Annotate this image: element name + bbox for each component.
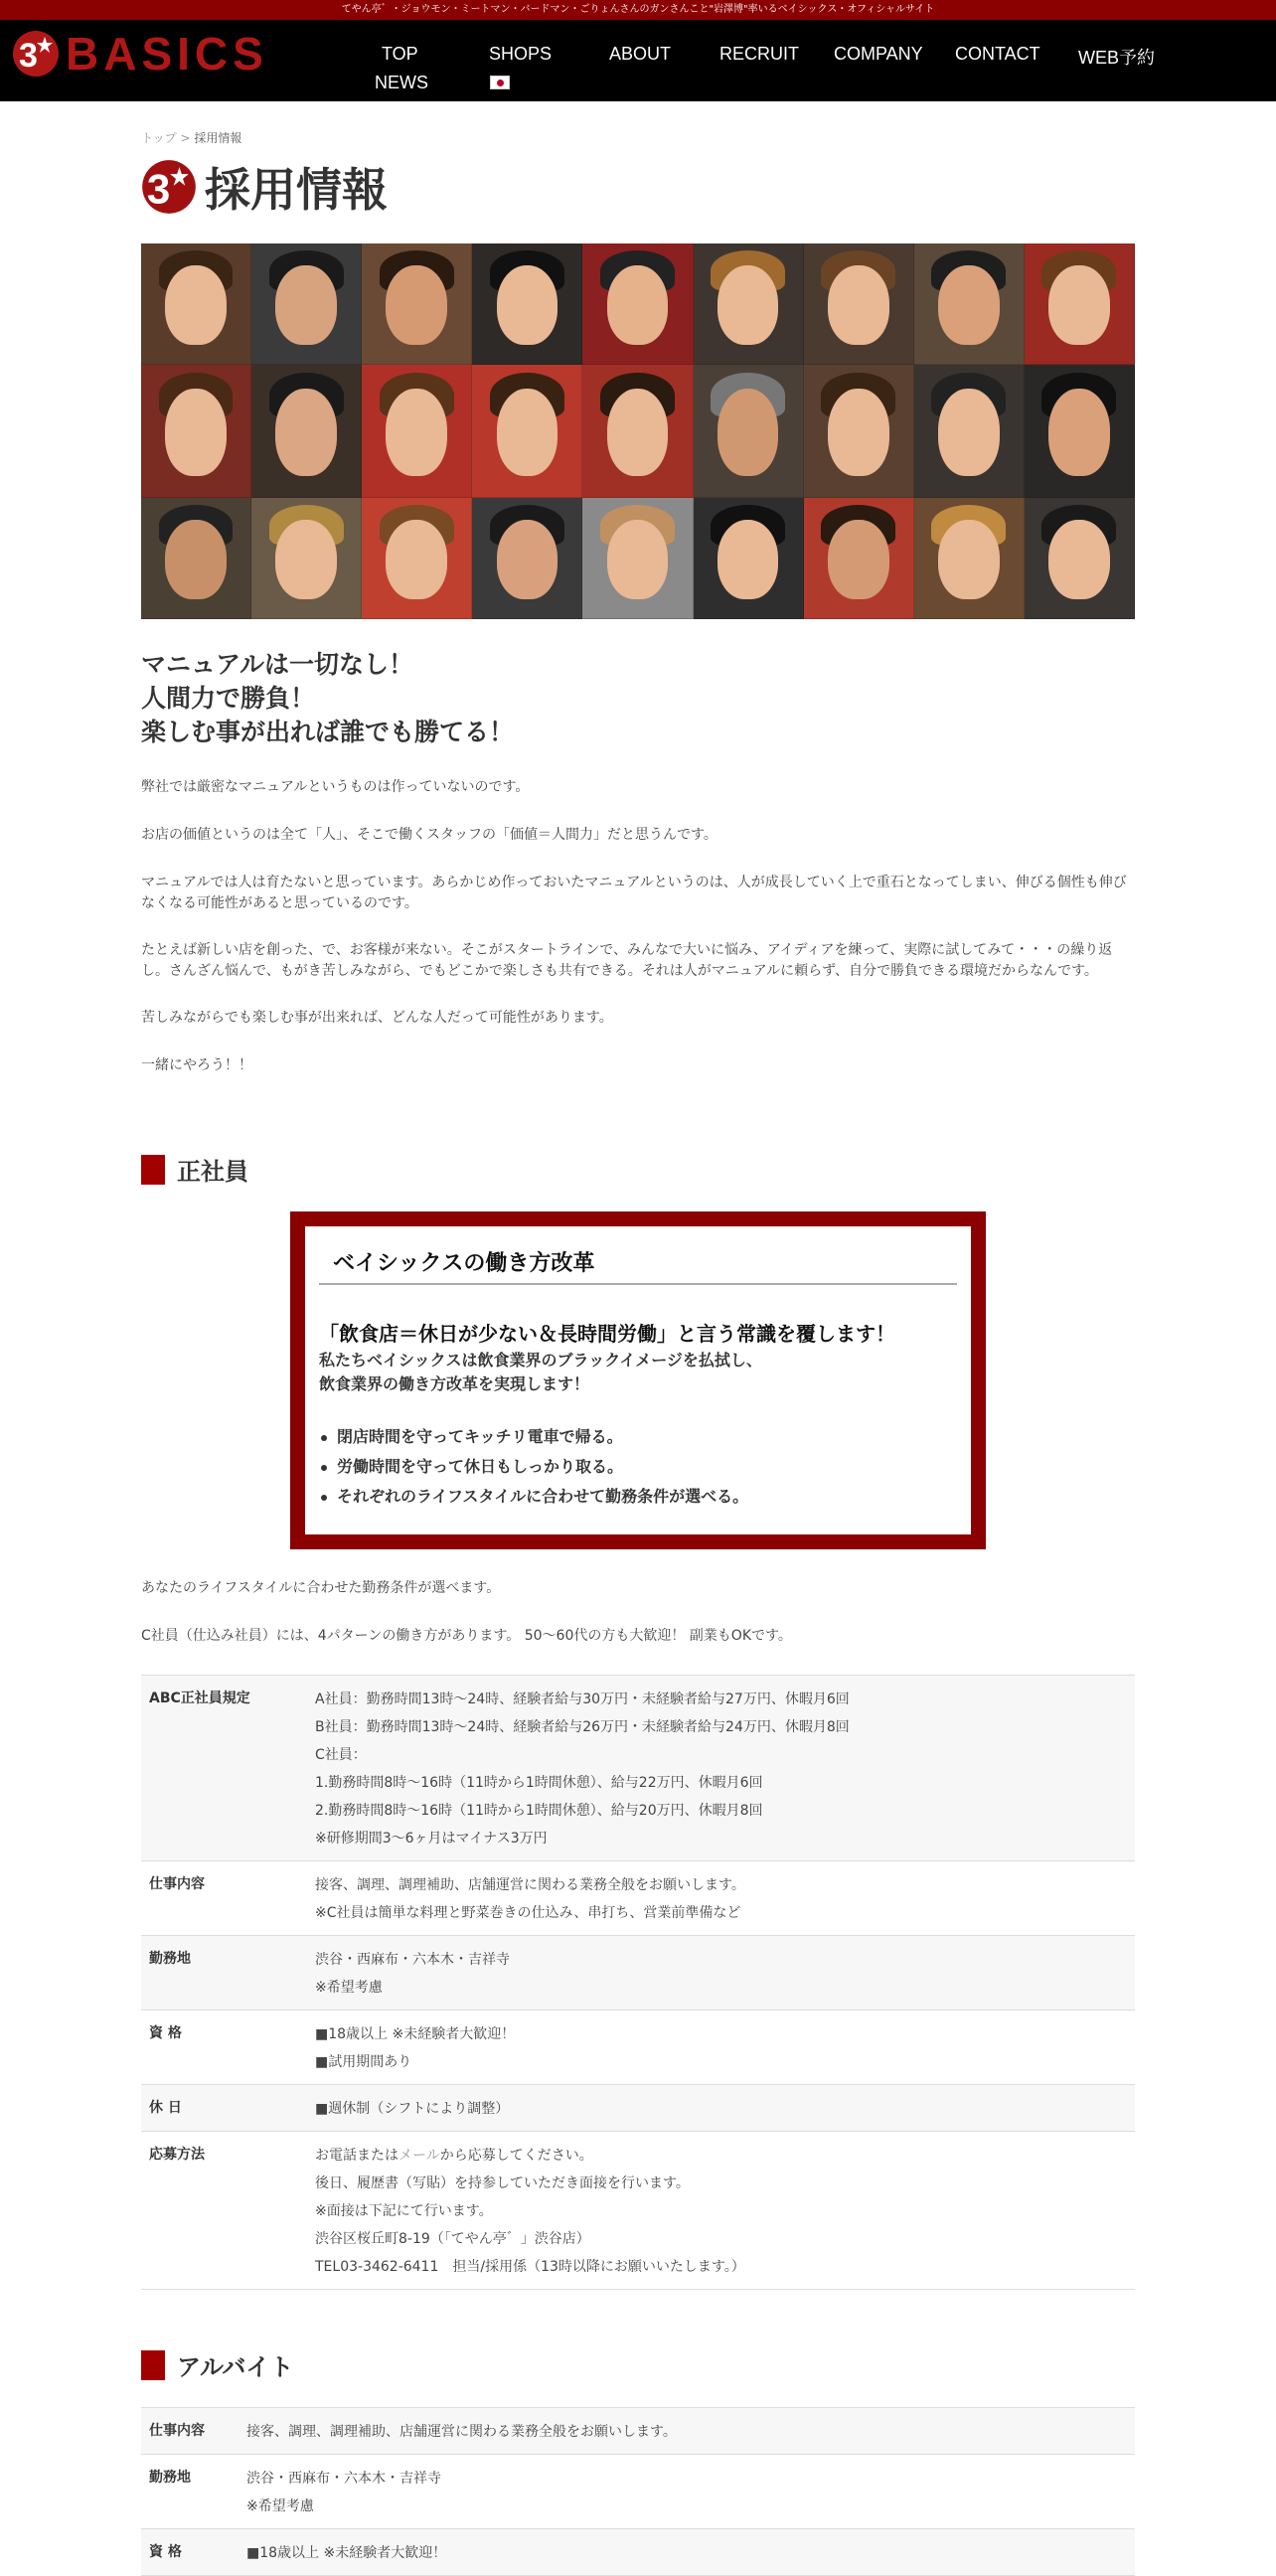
reform-text: [319, 1349, 762, 1396]
reform-bullet: 閉店時間を守ってキッチリ電車で帰る。: [319, 1422, 748, 1452]
staff-photo: [472, 243, 582, 365]
row-value: [315, 2085, 1135, 2132]
reform-title: ベイシックスの働き方改革: [333, 1251, 595, 1276]
row-line: 接客、調理、調理補助、店舗運営に関わる業務全般をお願いします。: [246, 2424, 677, 2440]
row-line: ※希望考慮: [246, 2498, 314, 2514]
staff-photo: [362, 498, 472, 619]
nav-recruit[interactable]: RECRUIT: [719, 44, 799, 64]
row-line: 渋谷区桜丘町8-19（「てやん亭゛」渋谷店）: [315, 2231, 590, 2247]
page-title: 採用情報: [205, 163, 388, 217]
site-tagline: てやん亭゛・ジョウモン・ミートマン・バードマン・ごりょんさんのガンさんこと"岩澤博"率いるベイシックス・オフィシャルサイト: [341, 4, 935, 15]
row-line: ※研修期間3〜6ヶ月はマイナス3万円: [315, 1831, 548, 1847]
nav-company[interactable]: COMPANY: [834, 44, 923, 64]
reform-text-line: 私たちベイシックスは飲食業界のブラックイメージを払拭し、: [319, 1351, 762, 1369]
row-line: [315, 2142, 1127, 2170]
row-value: [246, 2408, 1135, 2455]
row-line: ■18歳以上 ※未経験者大歓迎！: [246, 2545, 447, 2561]
parttime-section-heading: [141, 2347, 293, 2382]
nav-top[interactable]: TOP: [382, 44, 418, 64]
nav-shops[interactable]: SHOPS: [489, 44, 553, 64]
staff-photo: [694, 243, 804, 365]
section-marker-icon: [141, 1155, 165, 1185]
row-line: ※C社員は簡単な料理と野菜巻きの仕込み、串打ち、営業前準備など: [315, 1905, 741, 1921]
staff-photo: [362, 243, 472, 365]
logo-wordmark: BASICS: [66, 28, 268, 80]
breadcrumb-current: 採用情報: [194, 131, 242, 145]
table-row: [141, 2408, 1135, 2455]
intro-paragraph: たとえば新しい店を創った、で、お客様が来ない。そこがスタートラインで、みんなで大いに悩み、アイディアを練って、実際に試してみて・・・の繰り返し。さんざん悩んで、もがき苦しみながら、でもどこかで楽しさも共有できる。それは人がマニュアルに頼らず、自分で勝負できる環境だからなんです。: [141, 942, 1113, 979]
row-line: ■試用期間あり: [315, 2054, 412, 2070]
row-line: 渋谷・西麻布・六本木・吉祥寺: [246, 2471, 441, 2487]
row-line: TEL03-3462-6411 担当/採用係（13時以降にお願いいたします。）: [315, 2259, 745, 2275]
nav-about[interactable]: ABOUT: [609, 44, 672, 64]
row-value: [315, 1861, 1135, 1936]
intro-paragraph: マニュアルでは人は育たないと思っています。あらかじめ作っておいたマニュアルというのは、人が成長していく上で重石となってしまい、伸びる個性も伸びなくなる可能性があると思っているのです。: [141, 875, 1127, 911]
row-line: ※希望考慮: [315, 1980, 383, 1996]
staff-photo: [694, 365, 804, 498]
recruit-catchphrase: [141, 648, 514, 749]
intro-paragraph: 弊社では厳密なマニュアルというものは作っていないのです。: [141, 779, 530, 795]
fulltime-heading: 正社員: [177, 1158, 248, 1186]
breadcrumb-home[interactable]: トップ: [141, 131, 177, 145]
fulltime-conditions-table: [141, 1675, 1135, 2290]
reform-divider: [319, 1283, 957, 1285]
row-line: 後日、履歴書（写貼）を持参していただき面接を行います。: [315, 2175, 690, 2191]
row-line: 1.勤務時間8時〜16時（11時から1時間休憩）、給与22万円、休暇月6回: [315, 1775, 763, 1791]
nav-news[interactable]: NEWS: [375, 73, 428, 92]
staff-photo: [1025, 365, 1135, 498]
reform-bullet: それぞれのライフスタイルに合わせて勤務条件が選べる。: [319, 1482, 748, 1512]
staff-photo: [804, 365, 914, 498]
intro-paragraph: お店の価値というのは全て「人」、そこで働くスタッフの「価値＝人間力」だと思うんです。: [141, 827, 718, 843]
apply-text-suffix: から応募してください。: [439, 2148, 593, 2164]
japan-flag-icon[interactable]: [490, 76, 510, 89]
row-label: 応募方法: [149, 2147, 205, 2163]
row-label: 休 日: [149, 2100, 182, 2116]
fulltime-section-heading: [141, 1152, 248, 1187]
row-value: [315, 1936, 1135, 2011]
staff-photo: [472, 498, 582, 619]
row-label: 資 格: [149, 2544, 182, 2560]
svg-text:3: 3: [146, 165, 171, 213]
staff-photo: [914, 498, 1025, 619]
fulltime-note: あなたのライフスタイルに合わせた勤務条件が選べます。: [141, 1580, 501, 1596]
row-value: [315, 2132, 1135, 2290]
site-logo[interactable]: [12, 28, 268, 80]
staff-photo: [1025, 243, 1135, 365]
global-navigation: [0, 20, 1276, 101]
work-style-reform-box: [290, 1211, 986, 1549]
staff-photo: [472, 365, 582, 498]
intro-paragraph: 一緒にやろう！！: [141, 1057, 252, 1073]
intro-paragraph: 苦しみながらでも楽しむ事が出来れば、どんな人だって可能性があります。: [141, 1010, 613, 1026]
staff-photo: [141, 498, 251, 619]
apply-text: お電話または: [315, 2148, 399, 2164]
table-row: [141, 1936, 1135, 2011]
nav-contact[interactable]: CONTACT: [955, 44, 1040, 64]
breadcrumb: [141, 129, 241, 146]
catchphrase-line: 人間力で勝負！: [141, 684, 316, 713]
row-label: 勤務地: [149, 2470, 191, 2486]
catchphrase-line: 楽しむ事が出れば誰でも勝てる！: [141, 718, 515, 746]
table-row: [141, 2132, 1135, 2290]
row-line: C社員：: [315, 1747, 367, 1763]
reform-bullet: 労働時間を守って休日もしっかり取る。: [319, 1452, 748, 1482]
row-line: 渋谷・西麻布・六本木・吉祥寺: [315, 1952, 510, 1968]
page-title-block: [141, 154, 388, 220]
row-line: ■18歳以上 ※未経験者大歓迎！: [315, 2026, 516, 2042]
staff-photo: [914, 365, 1025, 498]
staff-photo: [362, 365, 472, 498]
mail-link[interactable]: メール: [399, 2148, 440, 2164]
staff-photo: [582, 498, 693, 619]
staff-photo: [141, 365, 251, 498]
table-row: [141, 1676, 1135, 1861]
b-star-title-icon: [141, 159, 197, 215]
staff-photo: [1025, 498, 1135, 619]
reform-text-line: 飲食業界の働き方改革を実現します！: [319, 1374, 590, 1393]
table-row: [141, 2085, 1135, 2132]
reform-lead: 「飲食店＝休日が少ない＆長時間労働」と言う常識を覆します！: [319, 1322, 895, 1346]
staff-photo: [582, 243, 693, 365]
breadcrumb-separator: >: [180, 131, 191, 145]
row-line: A社員：勤務時間13時〜24時、経験者給与30万円・未経験者給与27万円、休暇月6回: [315, 1691, 850, 1707]
parttime-heading: アルバイト: [177, 2353, 294, 2381]
staff-photo: [251, 243, 362, 365]
row-label: ABC正社員規定: [149, 1690, 250, 1706]
row-line: B社員：勤務時間13時〜24時、経験者給与26万円・未経験者給与24万円、休暇月8回: [315, 1719, 850, 1735]
nav-web-reservation[interactable]: WEB予約: [1078, 48, 1156, 68]
section-marker-icon: [141, 2350, 165, 2380]
fulltime-note: C社員（仕込み社員）には、4パターンの働き方があります。 50〜60代の方も大歓迎！ 副業もOKです。: [141, 1628, 792, 1644]
staff-photo: [251, 365, 362, 498]
table-row: [141, 2011, 1135, 2085]
staff-photo: [141, 243, 251, 365]
row-line: 接客、調理、調理補助、店舗運営に関わる業務全般をお願いします。: [315, 1877, 745, 1893]
row-value: [315, 2011, 1135, 2085]
row-label: 資 格: [149, 2025, 182, 2041]
parttime-conditions-table: [141, 2407, 1135, 2576]
row-line: ■週休制（シフトにより調整）: [315, 2101, 510, 2117]
staff-photo: [804, 498, 914, 619]
row-value: [315, 1676, 1135, 1861]
row-label: 勤務地: [149, 1951, 191, 1967]
staff-photo: [914, 243, 1025, 365]
staff-photo: [251, 498, 362, 619]
site-tagline-bar: [0, 0, 1276, 20]
svg-text:3: 3: [19, 37, 38, 75]
row-label: 仕事内容: [149, 2423, 205, 2439]
table-row: [141, 2455, 1135, 2529]
staff-photo-collage: [141, 243, 1135, 619]
row-line: 2.勤務時間8時〜16時（11時から1時間休憩）、給与20万円、休暇月8回: [315, 1803, 763, 1819]
table-row: [141, 2529, 1135, 2576]
reform-bullet-list: [319, 1422, 748, 1512]
row-value: [246, 2529, 1135, 2576]
b-star-logo-icon: [12, 30, 60, 78]
table-row: [141, 1861, 1135, 1936]
staff-photo: [694, 498, 804, 619]
row-label: 仕事内容: [149, 1876, 205, 1892]
staff-photo: [582, 365, 693, 498]
row-line: ※面接は下記にて行います。: [315, 2203, 493, 2219]
staff-photo: [804, 243, 914, 365]
catchphrase-line: マニュアルは一切なし！: [141, 650, 414, 679]
row-value: [246, 2455, 1135, 2529]
